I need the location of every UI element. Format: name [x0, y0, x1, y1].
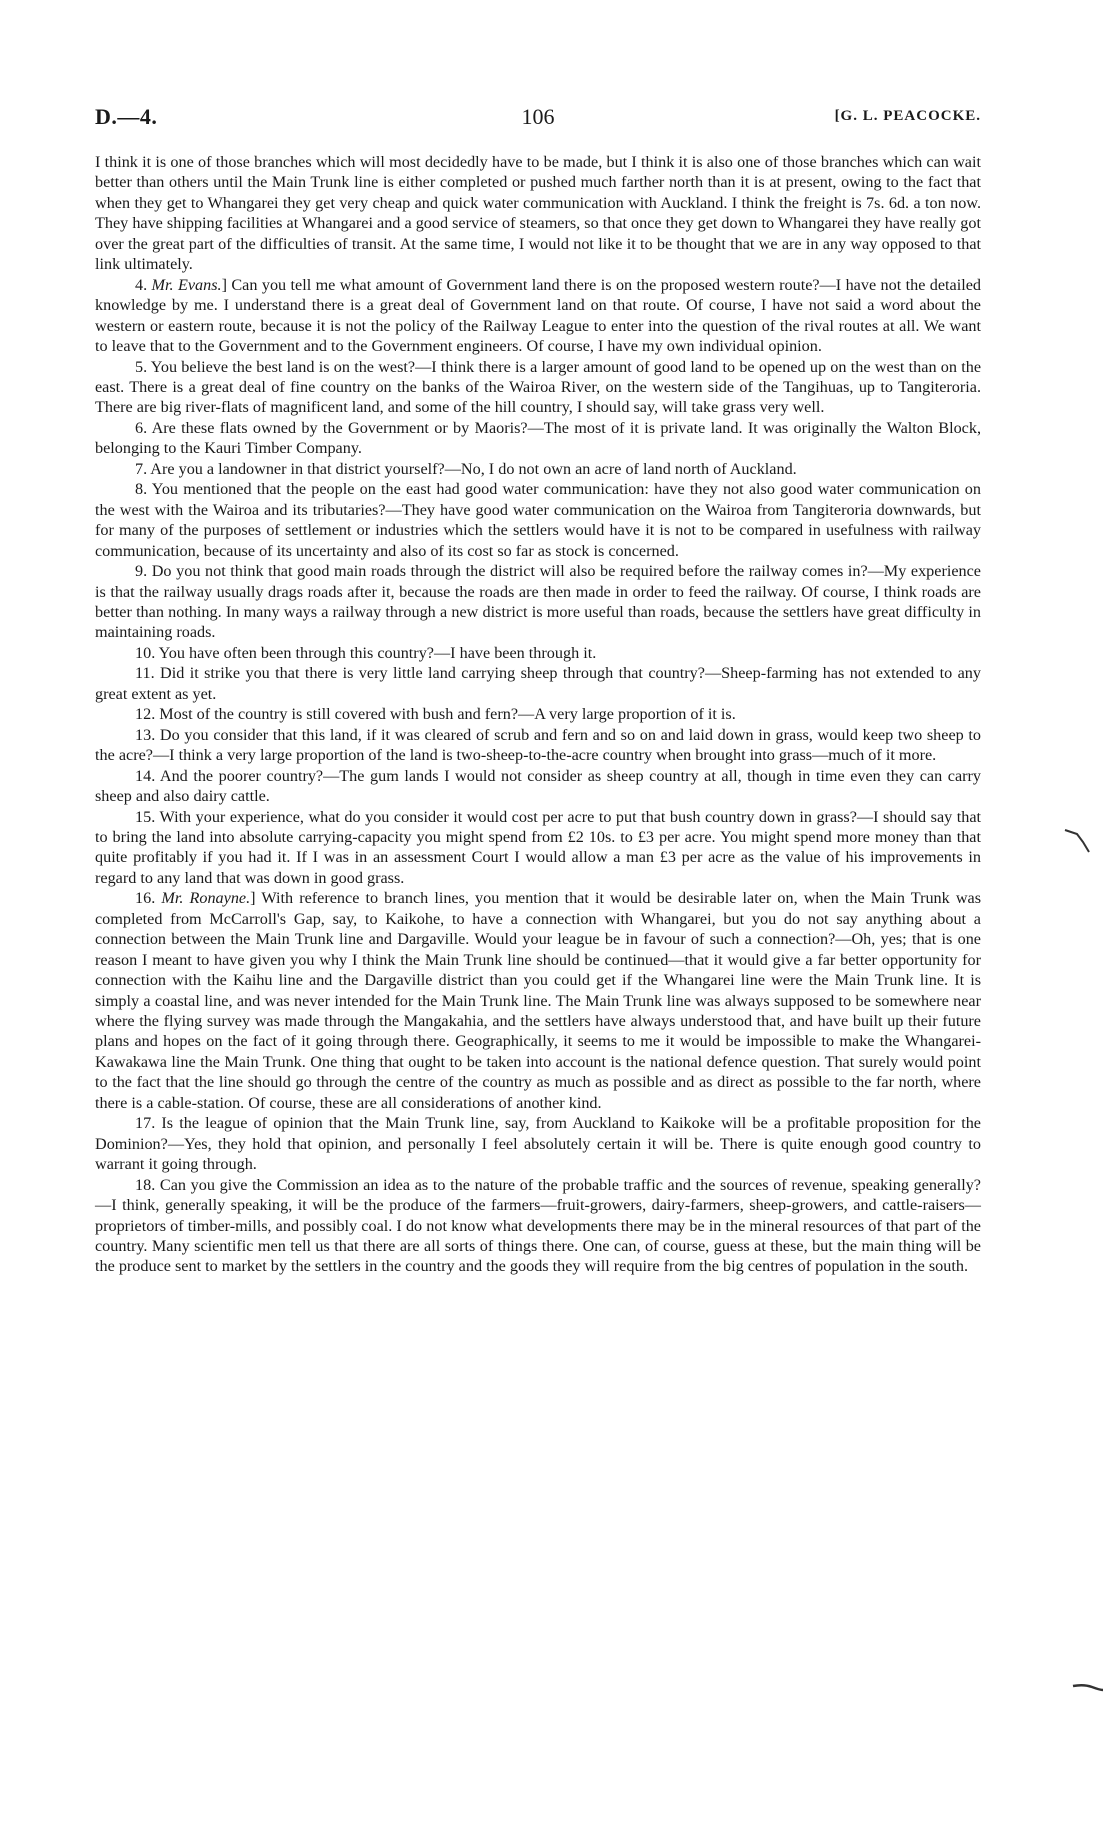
speaker-name: Mr. Ronayne. — [161, 889, 251, 908]
witness-name: [G. L. PEACOCKE. — [834, 108, 981, 124]
speaker-name: Mr. Evans. — [151, 275, 222, 294]
paragraph: 13. Do you consider that this land, if it was cleared of scrub and fern and so on and laid down in grass, would keep two sheep to the acre?—I think a very large proportion of the land is two-sheep-to-the-acre country when brought into grass—much of it more. — [95, 725, 981, 765]
page-body — [95, 152, 981, 1277]
paragraph: 5. You believe the best land is on the west?—I think there is a larger amount of good land to be opened up on the west than on the east. There is a great deal of fine country on the banks of the Wairoa River, on the western side of the Tangihuas, up to Tangiteroria. There are big river-flats of magnificent land, and some of the hill country, I should say, will take grass very well. — [95, 357, 981, 417]
document-page — [95, 104, 981, 1277]
paragraph: 10. You have often been through this country?—I have been through it. — [135, 643, 597, 662]
paragraph: 8. You mentioned that the people on the east had good water communication: have they not also good water communication on the west with the Wairoa and its tributaries?—They have good water communication on the Wairoa from Tangiteroria downwards, but for many of the purposes of settlement or industries which the settlers would have it is not to be compared in usefulness with railway communication, because of its uncertainty and also of its cost so far as stock is concerned. — [95, 480, 981, 560]
paragraph: 14. And the poorer country?—The gum lands I would not consider as sheep country at all, though in time even they can carry sheep and also dairy cattle. — [95, 766, 981, 806]
paragraph: 11. Did it strike you that there is very little land carrying sheep through that country?—Sheep-farming has not extended to any great extent as yet. — [95, 664, 981, 703]
paragraph: 6. Are these flats owned by the Government or by Maoris?—The most of it is private land. It was originally the Walton Block, belonging to the Kauri Timber Company. — [95, 418, 981, 458]
paragraph: 18. Can you give the Commission an idea as to the nature of the probable traffic and the sources of revenue, speaking generally?—I think, generally speaking, it will be the produce of the farmers—fruit-growers, dairy-farmers, sheep-growers, and cattle-raisers—proprietors of timber-mills, and possibly coal. I do not know what developments there may be in the mineral resources of that part of the country. Many scientific men tell us that there are all sorts of things there. One can, of course, guess at these, but the main thing will be the produce sent to market by the settlers in the country and the goods they will require from the big centres of population in the south. — [95, 1175, 981, 1276]
page-header — [95, 104, 981, 140]
paragraph: I think it is one of those branches which will most decidedly have to be made, but I think it is also one of those branches which can wait better than others until the Main Trunk line is either completed or pushed much farther north than it is at present, owing to the fact that when they get to Whangarei they get very cheap and quick water communication with Auckland. I think the freight is 7s. 6d. a ton now. They have shipping facilities at Whangarei and a good service of steamers, so that once they get down to Whangarei they have really got over the great part of the difficulties of transit. At the same time, I would not like it to be thought that we are in any way opposed to that link ultimately. — [95, 153, 981, 274]
document-reference: D.—4. — [95, 104, 158, 129]
paragraph: 4. Mr. Evans.] Can you tell me what amount of Government land there is on the proposed western route?—I have not the detailed knowledge by me. I understand there is a great deal of Government land on that route. Of course, I have not said a word about the western or eastern route, because it is not the policy of the Railway League to enter into the question of the rival routes at all. We want to leave that to the Government and to the Government engineers. Of course, I have my own individual opinion. — [95, 275, 982, 356]
paragraph: 9. Do you not think that good main roads through the district will also be required before the railway comes in?—My experience is that the railway usually drags roads after it, because the roads are then made in order to feed the railway. Of course, I think roads are better than nothing. In many ways a railway through a new district is more useful than roads, because the settlers have great difficulty in maintaining roads. — [95, 562, 981, 642]
page-number: 106 — [521, 104, 555, 129]
paragraph: 17. Is the league of opinion that the Main Trunk line, say, from Auckland to Kaikoke will be a profitable proposition for the Dominion?—Yes, they hold that opinion, and personally I feel absolutely certain it will be. There is quite enough good country to warrant it going through. — [95, 1114, 981, 1174]
paragraph: 7. Are you a landowner in that district yourself?—No, I do not own an acre of land north of Auckland. — [135, 459, 797, 478]
paragraph: 15. With your experience, what do you consider it would cost per acre to put that bush country down in grass?—I should say that to bring the land into absolute carrying-capacity you might spend from £2 10s. to £3 per acre. You might spend more money than that quite profitably if you had it. If I was in an assessment Court I would allow a man £3 per acre as the value of his improvements in regard to any land that was down in good grass. — [95, 807, 981, 887]
margin-mark-icon — [1072, 1683, 1104, 1693]
paragraph: 12. Most of the country is still covered with bush and fern?—A very large proportion of it is. — [135, 705, 736, 724]
paragraph: 16. Mr. Ronayne.] With reference to branch lines, you mention that it would be desirable later on, when the Main Trunk was completed from McCarroll's Gap, say, to Kaikohe, to have a connection with Whangarei, but you do not say anything about a connection between the Main Trunk line and Dargaville. Would your league be in favour of such a connection?—Oh, yes; that is one reason I meant to have given you why I think the Main Trunk line should be continued—that it would give a far better opportunity for connection with the Kaihu line and the Dargaville district than you could get if the Whangarei line were the Main Trunk line. It is simply a coastal line, and was never intended for the Main Trunk line. The Main Trunk line was always supposed to be somewhere near where the flying survey was made through the Mangakahia, and the settlers have always understood that, and have built up their future plans and hopes on the fact of it going through there. Geographically, it seems to me it would be impossible to make the Whangarei-Kawakawa line the Main Trunk. One thing that ought to be taken into account is the national defence question. That surely would point to the fact that the line should go through the centre of the country as much as possible and as direct as possible to the far north, where there is a cable-station. Of course, these are all considerations of another kind. — [95, 889, 982, 1112]
margin-mark-icon — [1063, 826, 1093, 856]
